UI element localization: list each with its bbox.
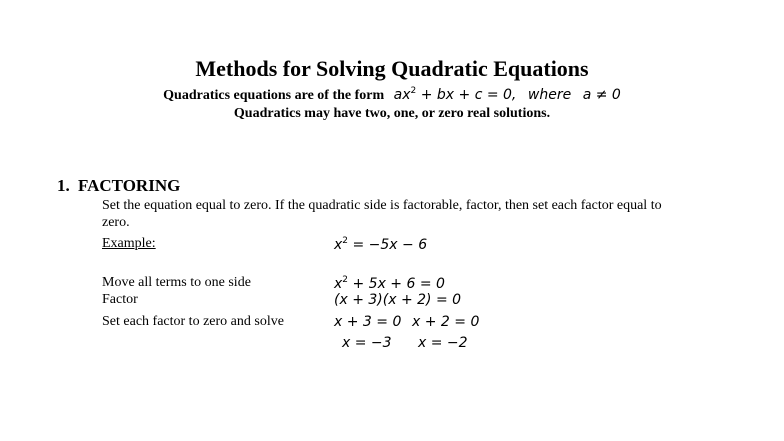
example-label: Example: — [102, 236, 156, 251]
section-description-line1: Set the equation equal to zero. If the quadratic side is factorable, factor, then set each factor equal to — [102, 198, 662, 213]
intro-line-solutions: Quadratics may have two, one, or zero real solutions. — [233, 106, 551, 121]
step-math-factor-a: x + 3 = 0 — [334, 314, 402, 330]
section-description-line2: zero. — [102, 215, 130, 230]
section-title: FACTORING — [78, 176, 181, 195]
section-number: 1. — [57, 176, 70, 195]
example-equation: $x^2 = -5x - 6$ — [334, 236, 428, 253]
step-math-factor: (x + 3)(x + 2) = 0 — [334, 292, 462, 308]
page-title: Methods for Solving Quadratic Equations — [195, 56, 589, 81]
where-word: where — [527, 87, 572, 103]
step-math-factor-b: x + 2 = 0 — [412, 314, 480, 330]
intro-line-form — [0, 86, 784, 104]
solution-2: x = −2 — [418, 335, 468, 351]
leading-coefficient-condition: a ≠ 0 — [582, 87, 621, 103]
step-label-move: Move all terms to one side — [102, 275, 251, 290]
step-math-move: $x^2 + 5x + 6 = 0$ — [334, 275, 445, 292]
step-label-solve: Set each factor to zero and solve — [102, 314, 284, 329]
step-label-factor: Factor — [102, 292, 138, 307]
general-form-equation: $ax^2$ + bx + c = 0, — [393, 86, 517, 103]
solution-1: x = −3 — [342, 335, 392, 351]
section-heading — [57, 176, 180, 196]
intro-form-text: Quadratics equations are of the form — [163, 88, 385, 103]
